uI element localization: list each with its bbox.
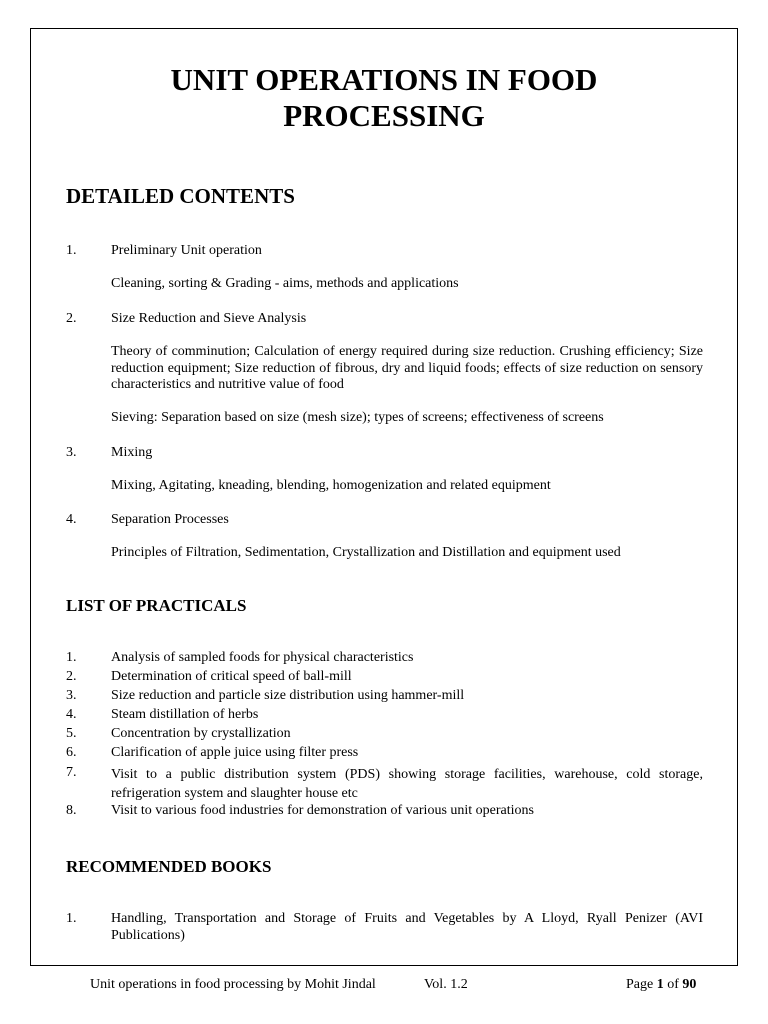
content-item-title: Size Reduction and Sieve Analysis: [111, 311, 307, 326]
practical-number: 3.: [66, 688, 77, 703]
practical-item: Size reduction and particle size distribution using hammer-mill: [111, 688, 465, 703]
practical-item: Visit to various food industries for demonstration of various unit operations: [111, 803, 534, 818]
page-label: Page: [626, 977, 654, 992]
content-item-title: Separation Processes: [111, 512, 229, 527]
practical-number: 6.: [66, 745, 77, 760]
practicals-heading: LIST OF PRACTICALS: [66, 596, 247, 615]
practical-item: Determination of critical speed of ball-mill: [111, 669, 352, 684]
page-title: [30, 62, 738, 134]
practical-number: 7.: [66, 765, 77, 780]
content-item-number: 4.: [66, 512, 77, 527]
practical-number: 4.: [66, 707, 77, 722]
practical-item: Clarification of apple juice using filter press: [111, 745, 359, 760]
content-item-title: Mixing: [111, 445, 153, 460]
books-heading: RECOMMENDED BOOKS: [66, 857, 272, 876]
practical-item: Analysis of sampled foods for physical characteristics: [111, 650, 414, 665]
content-item-paragraph: Sieving: Separation based on size (mesh size); types of screens; effectiveness of screens: [111, 410, 604, 425]
title-line-2: PROCESSING: [283, 98, 485, 133]
footer-page-number: [626, 977, 696, 993]
page-current: 1: [656, 977, 664, 992]
footer-volume: Vol. 1.2: [424, 977, 468, 992]
practical-number: 5.: [66, 726, 77, 741]
content-item-number: 3.: [66, 445, 77, 460]
book-number: 1.: [66, 911, 77, 926]
page-total: 90: [682, 977, 697, 992]
practical-item: Steam distillation of herbs: [111, 707, 259, 722]
content-item-title: Preliminary Unit operation: [111, 243, 262, 258]
content-item-paragraph: Cleaning, sorting & Grading - aims, methods and applications: [111, 276, 459, 291]
page-border: [30, 28, 738, 966]
title-line-1: UNIT OPERATIONS IN FOOD: [170, 62, 598, 97]
practical-number: 1.: [66, 650, 77, 665]
content-item-paragraph: Principles of Filtration, Sedimentation, Crystallization and Distillation and equipment used: [111, 545, 621, 560]
content-item-paragraph: Theory of comminution; Calculation of energy required during size reduction. Crushing efficiency; Size reduction equipment; Size reduction of fibrous, dry and liquid foods; effects of size reduction on sensory characteristics and nutritive value of food: [111, 344, 703, 392]
practical-number: 8.: [66, 803, 77, 818]
practical-item: Concentration by crystallization: [111, 726, 291, 741]
detailed-contents-heading: DETAILED CONTENTS: [66, 184, 295, 208]
book-item: Handling, Transportation and Storage of Fruits and Vegetables by A Lloyd, Ryall Penizer (AVI Publications): [111, 911, 703, 943]
page-of: of: [667, 977, 679, 992]
content-item-number: 1.: [66, 243, 77, 258]
footer-title: Unit operations in food processing by Mohit Jindal: [90, 977, 376, 992]
content-item-paragraph: Mixing, Agitating, kneading, blending, homogenization and related equipment: [111, 478, 551, 493]
practical-item: Visit to a public distribution system (PDS) showing storage facilities, warehouse, cold storage, refrigeration system and slaughter house etc: [111, 767, 703, 801]
content-item-number: 2.: [66, 311, 77, 326]
practical-number: 2.: [66, 669, 77, 684]
